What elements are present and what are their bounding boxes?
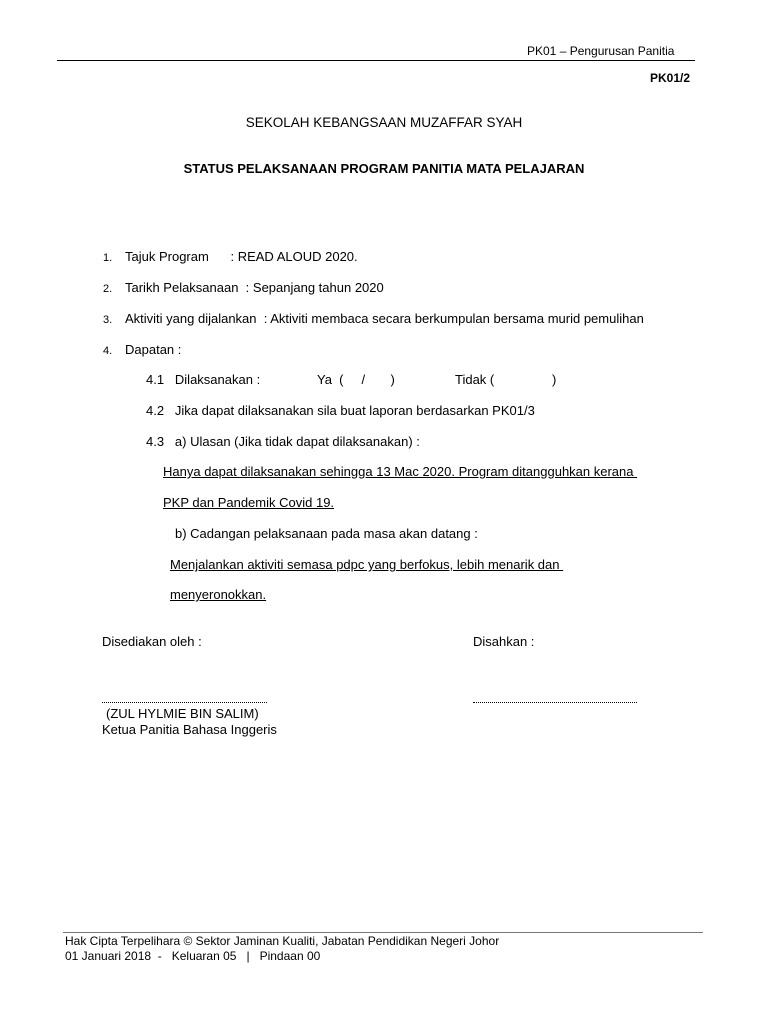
suggestion-heading: b) Cadangan pelaksanaan pada masa akan datang : (175, 526, 478, 541)
school-name: SEKOLAH KEBANGSAAN MUZAFFAR SYAH (245, 115, 523, 130)
comment-text-line: Hanya dapat dilaksanakan sehingga 13 Mac 2020. Program ditangguhkan kerana (163, 464, 638, 479)
item-number: 1. (103, 252, 113, 264)
prepared-signature-line (102, 702, 267, 703)
comment-text-line: PKP dan Pandemik Covid 19. (163, 495, 335, 510)
report-instruction: 4.2 Jika dapat dilaksanakan sila buat laporan berdasarkan PK01/3 (146, 403, 535, 418)
approved-signature-line (473, 702, 637, 703)
item-program-title: Tajuk Program : READ ALOUD 2020. (125, 249, 358, 264)
suggestion-text-line: menyeronokkan. (170, 587, 267, 602)
item-number: 3. (103, 314, 113, 326)
comment-heading: 4.3 a) Ulasan (Jika tidak dapat dilaksanakan) : (146, 434, 420, 449)
item-number: 4. (103, 345, 113, 357)
implemented-label: 4.1 Dilaksanakan : (146, 372, 261, 387)
prepared-by-title: Ketua Panitia Bahasa Inggeris (102, 722, 277, 737)
item-number: 2. (103, 283, 113, 295)
prepared-by-label: Disediakan oleh : (102, 634, 202, 649)
footer-edition: 01 Januari 2018 - Keluaran 05 | Pindaan 00 (65, 949, 321, 963)
item-findings: Dapatan : (125, 342, 182, 357)
item-implementation-date: Tarikh Pelaksanaan : Sepanjang tahun 2020 (125, 280, 384, 295)
footer-divider (63, 932, 703, 933)
document-title: STATUS PELAKSANAAN PROGRAM PANITIA MATA PELAJARAN (183, 161, 585, 176)
suggestion-text-line: Menjalankan aktiviti semasa pdpc yang berfokus, lebih menarik dan (170, 557, 564, 572)
header-divider (57, 60, 695, 61)
prepared-by-name: (ZUL HYLMIE BIN SALIM) (106, 706, 259, 721)
form-code: PK01/2 (649, 71, 690, 85)
header-reference: PK01 – Pengurusan Panitia (527, 44, 675, 58)
implemented-no-field: Tidak ( ) (455, 372, 557, 387)
footer-copyright: Hak Cipta Terpelihara © Sektor Jaminan Kualiti, Jabatan Pendidikan Negeri Johor (65, 934, 500, 948)
item-activity: Aktiviti yang dijalankan : Aktiviti membaca secara berkumpulan bersama murid pemulihan (125, 311, 644, 326)
implemented-yes-field: Ya ( / ) (317, 372, 395, 387)
approved-by-label: Disahkan : (473, 634, 535, 649)
